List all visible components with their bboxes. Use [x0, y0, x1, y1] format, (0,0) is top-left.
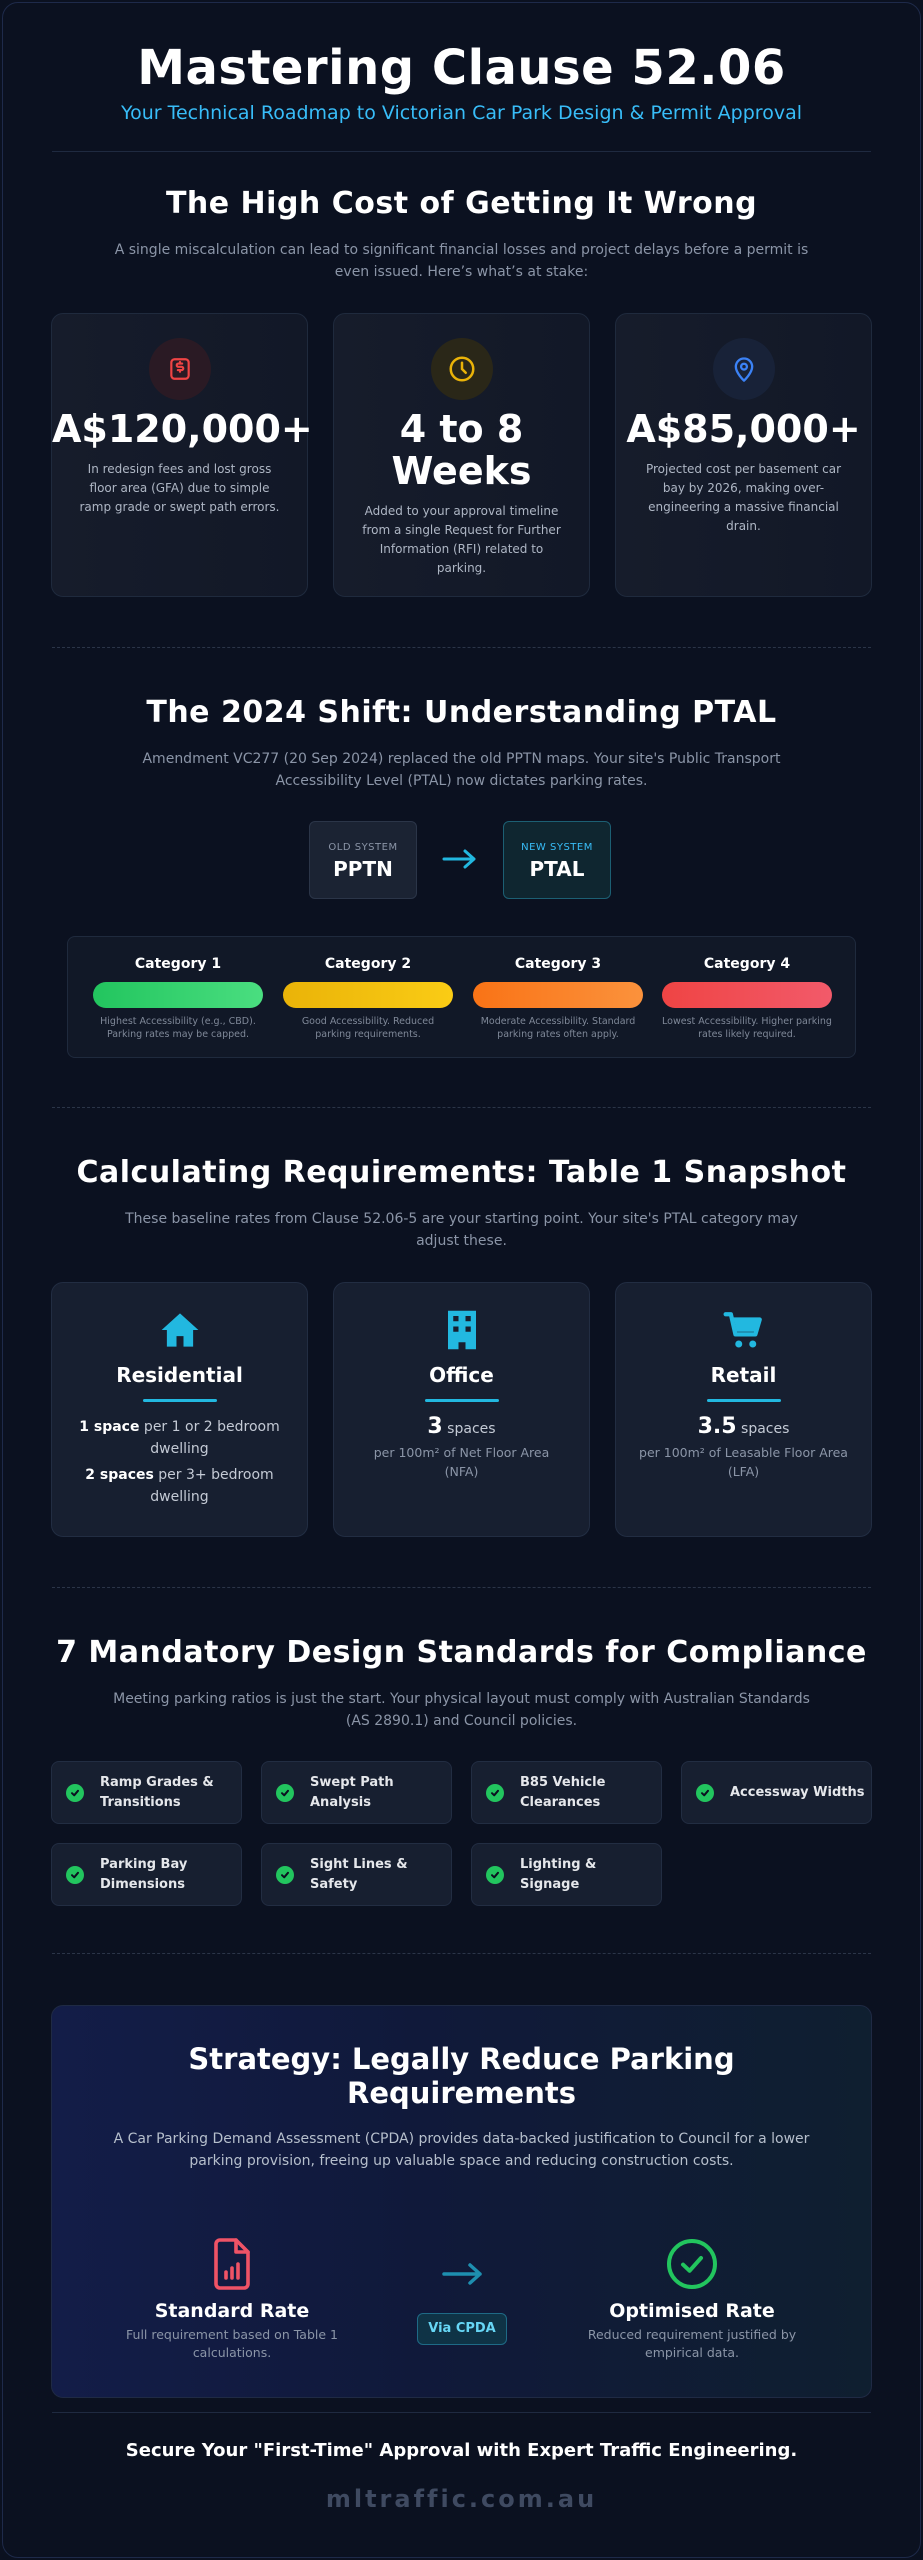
category-title: Category 1	[134, 956, 222, 972]
category-bar	[662, 982, 832, 1008]
standard-label: Sight Lines & Safety	[310, 1856, 408, 1892]
cost-value: A$85,000+	[626, 407, 861, 451]
standard-label: Parking Bay Dimensions	[100, 1856, 188, 1892]
check-icon	[276, 1784, 294, 1802]
standard-label: B85 Vehicle Clearances	[520, 1774, 606, 1810]
category-desc: Moderate Accessibility. Standard parking rates often apply.	[480, 1016, 636, 1040]
category-bar	[473, 982, 643, 1008]
rate-title: Retail	[710, 1363, 777, 1387]
arrow-right-icon	[441, 845, 479, 877]
category-1	[93, 937, 263, 1041]
category-2	[283, 937, 453, 1041]
rate-detail: per 100m² of Net Floor Area (NFA)	[373, 1445, 550, 1479]
clock-icon	[431, 338, 493, 400]
optimised-rate-desc: Reduced requirement justified by empirical data.	[587, 2327, 797, 2360]
category-desc: Lowest Accessibility. Higher parking rates likely required.	[662, 1016, 832, 1040]
new-system-name: PTAL	[529, 857, 585, 881]
rate-number: 3.5	[697, 1414, 737, 1439]
cost-card-bay	[615, 313, 872, 597]
page-subtitle: Your Technical Roadmap to Victorian Car Park Design & Permit Approval	[120, 102, 802, 124]
rate-card-retail	[615, 1282, 872, 1537]
rate-title: Office	[429, 1363, 494, 1387]
optimised-rate-title: Optimised Rate	[609, 2300, 775, 2322]
standards-lead: Meeting parking ratios is just the start. Your physical layout must comply with Australian Standards (AS 2890.1) and Council policies.	[113, 1691, 810, 1729]
requirements-lead: These baseline rates from Clause 52.06-5 are your starting point. Your site's PTAL category may adjust these.	[125, 1211, 798, 1249]
cost-value-line2: Weeks	[391, 449, 532, 493]
strategy-heading-line2: Requirements	[347, 2076, 576, 2110]
footer	[0, 2440, 923, 2513]
rate-rest: per 1 or 2 bedroom dwelling	[139, 1419, 280, 1457]
check-icon	[66, 1784, 84, 1802]
cost-value-line1: 4 to 8	[399, 407, 524, 451]
standard-item	[681, 1761, 872, 1824]
divider	[52, 647, 871, 648]
new-system-box	[503, 821, 611, 899]
ptal-section	[0, 695, 923, 792]
old-system-box	[309, 821, 417, 899]
standard-rate-column	[102, 2238, 362, 2362]
old-system-name: PPTN	[333, 857, 393, 881]
cart-icon	[616, 1309, 871, 1353]
new-system-label: NEW SYSTEM	[521, 842, 593, 853]
category-4	[662, 937, 832, 1041]
requirements-heading: Calculating Requirements: Table 1 Snapshot	[76, 1155, 847, 1190]
cost-desc: Added to your approval timeline from a single Request for Further Information (RFI) related to parking.	[362, 504, 561, 575]
standards-section	[0, 1635, 923, 1732]
rate-title: Residential	[116, 1363, 243, 1387]
standard-item	[51, 1843, 242, 1906]
rate-value	[334, 1414, 589, 1439]
ptal-category-panel	[67, 936, 856, 1058]
standard-item	[471, 1761, 662, 1824]
rate-unit: spaces	[442, 1421, 496, 1437]
rate-value	[616, 1414, 871, 1439]
standard-rate-desc: Full requirement based on Table 1 calculations.	[126, 2327, 338, 2360]
category-bar	[93, 982, 263, 1008]
rate-rest: per 3+ bedroom dwelling	[150, 1467, 274, 1505]
cost-section	[0, 186, 923, 283]
title-underline	[425, 1399, 499, 1402]
footer-cta: Secure Your "First-Time" Approval with Expert Traffic Engineering.	[125, 2440, 798, 2461]
category-3	[473, 937, 643, 1041]
cost-desc: Projected cost per basement car bay by 2026, making over-engineering a massive financial drain.	[645, 462, 842, 533]
strategy-heading-line1: Strategy: Legally Reduce Parking	[188, 2042, 735, 2076]
cost-card-delay	[333, 313, 590, 597]
rate-number: 3	[427, 1414, 443, 1439]
category-title: Category 4	[703, 956, 791, 972]
rate-card-residential	[51, 1282, 308, 1537]
standard-label: Ramp Grades & Transitions	[100, 1774, 214, 1810]
standards-heading: 7 Mandatory Design Standards for Compliance	[56, 1635, 867, 1670]
footer-domain-link[interactable]: mltraffic.com.au	[325, 2485, 598, 2513]
standard-item	[471, 1843, 662, 1906]
divider	[52, 1587, 871, 1588]
cost-heading: The High Cost of Getting It Wrong	[165, 186, 758, 221]
ptal-heading: The 2024 Shift: Understanding PTAL	[146, 695, 777, 730]
strategy-lead: A Car Parking Demand Assessment (CPDA) provides data-backed justification to Council for a lower parking provision, freeing up valuable space and reducing construction costs.	[113, 2131, 810, 2169]
rate-bold: 1 space	[79, 1419, 140, 1435]
check-circle-icon	[562, 2238, 822, 2294]
rate-line	[52, 1416, 307, 1460]
standard-item	[261, 1761, 452, 1824]
standard-label: Accessway Widths	[730, 1784, 865, 1800]
cost-lead: A single miscalculation can lead to significant financial losses and project delays before a permit is even issued. Here’s what’s at stake:	[114, 242, 809, 280]
rate-detail: per 100m² of Leasable Floor Area (LFA)	[639, 1445, 848, 1479]
check-icon	[486, 1784, 504, 1802]
rate-card-office	[333, 1282, 590, 1537]
ptal-lead: Amendment VC277 (20 Sep 2024) replaced the old PPTN maps. Your site's Public Transport Accessibility Level (PTAL) now dictates parking rates.	[142, 751, 781, 789]
check-icon	[696, 1784, 714, 1802]
map-pin-icon	[713, 338, 775, 400]
rate-unit: spaces	[736, 1421, 790, 1437]
rate-line	[70, 1464, 290, 1508]
check-icon	[486, 1866, 504, 1884]
divider	[52, 1953, 871, 1954]
rate-bold: 2 spaces	[85, 1467, 154, 1483]
check-icon	[276, 1866, 294, 1884]
category-bar	[283, 982, 453, 1008]
title-underline	[143, 1399, 217, 1402]
strategy-panel	[51, 2005, 872, 2398]
category-desc: Good Accessibility. Reduced parking requirements.	[301, 1016, 435, 1040]
page-title: Mastering Clause 52.06	[137, 40, 786, 96]
money-bag-icon	[149, 338, 211, 400]
divider	[52, 151, 871, 152]
divider	[52, 1107, 871, 1108]
requirements-section	[0, 1155, 923, 1252]
title-underline	[707, 1399, 781, 1402]
cost-card-fees	[51, 313, 313, 597]
building-icon	[334, 1309, 589, 1353]
header	[0, 40, 923, 124]
document-chart-icon	[102, 2238, 362, 2294]
standard-item	[261, 1843, 452, 1906]
via-cpda-badge: Via CPDA	[417, 2313, 507, 2345]
arrow-right-icon	[441, 2259, 485, 2293]
standard-label: Swept Path Analysis	[310, 1774, 394, 1810]
category-title: Category 2	[324, 956, 412, 972]
check-icon	[66, 1866, 84, 1884]
home-icon	[52, 1309, 307, 1353]
optimised-rate-column	[562, 2238, 822, 2362]
standard-item	[51, 1761, 242, 1824]
category-desc: Highest Accessibility (e.g., CBD). Parking rates may be capped.	[100, 1016, 256, 1040]
divider	[52, 2412, 871, 2413]
standard-rate-title: Standard Rate	[154, 2300, 310, 2322]
standard-label: Lighting & Signage	[520, 1856, 597, 1892]
cost-desc: In redesign fees and lost gross floor area (GFA) due to simple ramp grade or swept path errors.	[79, 462, 280, 514]
cost-value: A$120,000+	[52, 407, 313, 451]
category-title: Category 3	[514, 956, 602, 972]
old-system-label: OLD SYSTEM	[328, 842, 398, 853]
